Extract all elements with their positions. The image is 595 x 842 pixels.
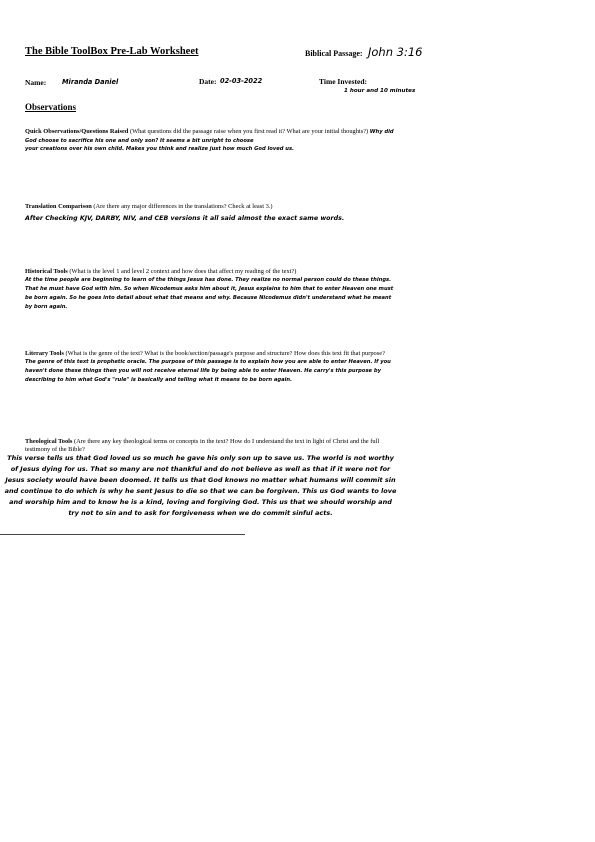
section-prompt xyxy=(25,268,397,276)
section-prompt xyxy=(25,350,397,358)
section-label: Translation Comparison xyxy=(25,203,92,210)
section-answer: After Checking KJV, DARBY, NIV, and CEB versions it all said almost the exact same words. xyxy=(25,214,345,222)
section-prompt-text: (What is the level 1 and level 2 context and how does that affect my reading of the text?) xyxy=(67,268,297,275)
section-prompt-text: (Are there any major differences in the translations? Check at least 3.) xyxy=(91,203,273,210)
passage-value: John 3:16 xyxy=(368,45,423,59)
date-value: 02-03-2022 xyxy=(220,77,263,85)
section-prompt xyxy=(25,438,397,453)
passage-label: Biblical Passage: xyxy=(305,49,363,58)
name-value: Miranda Daniel xyxy=(62,78,119,86)
date-label: Date: xyxy=(199,77,217,86)
section-label: Theological Tools xyxy=(25,438,73,445)
section-literary-tools xyxy=(25,350,397,385)
time-invested-value: 1 hour and 10 minutes xyxy=(344,88,416,94)
section-answer-continued: your creations over his own child. Makes you think and realize just how much God loved us. xyxy=(25,146,295,153)
name-label: Name: xyxy=(25,78,47,87)
section-prompt-text: (Are there any key theological terms or concepts in the text? How do I understand the text in light of Christ and the full testimony of the Bible? xyxy=(25,438,380,453)
observations-heading: Observations xyxy=(25,102,77,112)
section-answer: Why did God choose to sacrifice his one and only son? It seems a bit unright to choose xyxy=(25,129,394,144)
section-answer: This verse tells us that God loved us so much he gave his only son up to save us. The world is not worthy of Jesus dying for us. That so many are not thankful and do not believe as well as that if it were not for Jesus society would have been doomed. It tells us that God knows no matter what humans will commit sin and continue to do which is why he sent Jesus to die so that we can be forgiven. This us God wants to love and worship him and to know he is a kind, loving and forgiving God. This us that we should worship and try not to sin and to ask for forgiveness when we do commit sinful acts. xyxy=(4,454,397,518)
section-answer: The genre of this text is prophetic oracle. The purpose of this passage is to explain how you are able to enter Heaven. If you haven't done these things then you will not receive eternal life by being able to enter Heaven. He carry's this purpose by describing to him what God's "rule" is basically and telling what it means to be born again. xyxy=(25,358,391,383)
section-theological-tools xyxy=(4,438,397,519)
section-prompt xyxy=(25,128,397,145)
section-historical-tools xyxy=(25,268,397,312)
section-answer: At the time people are beginning to learn of the things Jesus has done. They realize no normal person could do these things. That he must have God with him. So when Nicodemus asks him about it, Jesus explains to him that to enter Heaven one must be born again. So he goes into detail about what that means and why. Because Nicodemus didn't understand what he meant by born again. xyxy=(25,276,394,310)
section-label: Quick Observations/Questions Raised xyxy=(25,128,129,135)
time-invested-label: Time Invested: xyxy=(319,77,367,86)
section-quick-observations xyxy=(25,128,397,154)
section-prompt-text: (What questions did the passage raise when you first read it? What are your initial thoughts?) xyxy=(128,128,369,135)
section-label: Historical Tools xyxy=(25,268,68,275)
section-label: Literary Tools xyxy=(25,350,64,357)
section-translation-comparison xyxy=(25,203,397,223)
section-prompt xyxy=(25,203,397,211)
section-prompt-text: (What is the genre of the text? What is the book/section/passage's purpose and structure? How does this text fit that purpose? xyxy=(63,350,385,357)
worksheet-title: The Bible ToolBox Pre-Lab Worksheet xyxy=(25,46,199,57)
divider-line xyxy=(0,534,245,535)
